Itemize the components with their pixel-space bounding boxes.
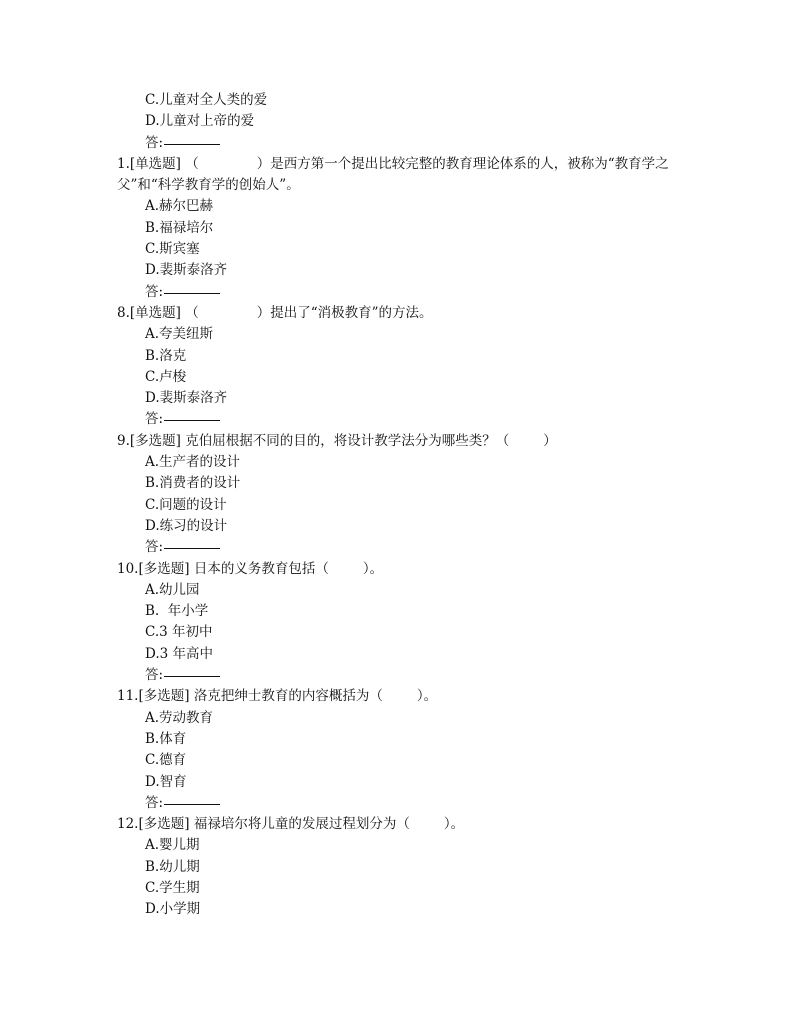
question-stem <box>0 559 792 580</box>
question-type: [多选题] <box>138 560 190 577</box>
option-item: C.卢梭 <box>145 368 187 385</box>
question-text: ）。 <box>362 560 384 577</box>
option-item: B.体育 <box>145 730 187 747</box>
answer-line <box>0 409 792 430</box>
answer-line <box>0 537 792 558</box>
option-item: D.儿童对上帝的爱 <box>145 113 255 130</box>
option-item: A.夸美纽斯 <box>145 326 214 343</box>
option-item: C.问题的设计 <box>145 496 227 513</box>
option-item: B. 年小学 <box>145 603 209 620</box>
question-text: ）。 <box>443 816 465 833</box>
question-type: [单选题] <box>129 304 181 321</box>
question-number: 11. <box>117 688 139 705</box>
answer-label: 答: <box>145 539 164 556</box>
question-number: 12. <box>117 816 139 833</box>
answer-line <box>0 133 792 154</box>
option-item: C.德育 <box>145 752 187 769</box>
question-text: 日本的义务教育包括（ <box>193 560 329 577</box>
question-number: 8. <box>117 304 130 321</box>
question-text: 福禄培尔将儿童的发展过程划分为（ <box>193 816 410 833</box>
question-number: 9. <box>117 432 130 449</box>
question-text: ）。 <box>416 688 438 705</box>
answer-blank[interactable] <box>164 293 220 294</box>
answer-blank[interactable] <box>164 804 220 805</box>
option-item: B.福禄培尔 <box>145 219 214 236</box>
question-text: ）提出了“消极教育”的方法。 <box>256 304 433 321</box>
option-item: A.幼儿园 <box>145 581 200 598</box>
question-text: ） <box>543 432 557 449</box>
option-item: D.3 年高中 <box>145 645 214 662</box>
option-item: D.裴斯泰洛齐 <box>145 390 228 407</box>
option-item: D.练习的设计 <box>145 517 228 534</box>
option-item: B.消费者的设计 <box>145 475 241 492</box>
option-item: A.赫尔巴赫 <box>145 198 214 215</box>
question-number: 10. <box>117 560 139 577</box>
answer-label: 答: <box>145 134 164 151</box>
option-item: A.劳动教育 <box>145 709 214 726</box>
option-item: D.裴斯泰洛齐 <box>145 262 228 279</box>
answer-label: 答: <box>145 283 164 300</box>
answer-label: 答: <box>145 667 164 684</box>
option-item: C.3 年初中 <box>145 624 213 641</box>
question-type: [单选题] <box>129 155 181 172</box>
question-stem <box>0 431 792 452</box>
answer-line <box>0 793 792 814</box>
option-item: B.幼儿期 <box>145 858 200 875</box>
option-item: C.儿童对全人类的爱 <box>145 92 268 108</box>
question-type: [多选题] <box>138 816 190 833</box>
option-item: C.学生期 <box>145 879 200 896</box>
option-item: A.生产者的设计 <box>145 454 241 471</box>
question-stem <box>0 814 792 835</box>
option-item: C.斯宾塞 <box>145 241 200 258</box>
question-stem <box>0 303 792 324</box>
question-text: （ <box>185 304 199 321</box>
question-text: 克伯屈根据不同的目的，将设计教学法分为哪些类？（ <box>185 432 510 449</box>
answer-blank[interactable] <box>164 144 220 145</box>
question-block <box>0 90 792 921</box>
answer-label: 答: <box>145 794 164 811</box>
answer-label: 答: <box>145 411 164 428</box>
answer-blank[interactable] <box>164 548 220 549</box>
option-item: A.婴儿期 <box>145 837 200 854</box>
question-text: （ <box>185 155 199 172</box>
answer-blank[interactable] <box>164 676 220 677</box>
question-text: ）是西方第一个提出比较完整的教育理论体系的人，被称为“教育学之父”和“科学教育学的创始人”。 <box>117 155 669 194</box>
option-item: D.小学期 <box>145 901 201 918</box>
question-text: 洛克把绅士教育的内容概括为（ <box>193 688 383 705</box>
option-item: B.洛克 <box>145 347 187 364</box>
question-number: 1. <box>117 155 130 172</box>
option-item: D.智育 <box>145 773 187 790</box>
question-type: [多选题] <box>129 432 181 449</box>
answer-line <box>0 665 792 686</box>
answer-blank[interactable] <box>164 420 220 421</box>
question-stem <box>0 686 792 707</box>
answer-line <box>0 282 792 303</box>
question-type: [多选题] <box>138 688 190 705</box>
question-stem <box>0 154 677 197</box>
